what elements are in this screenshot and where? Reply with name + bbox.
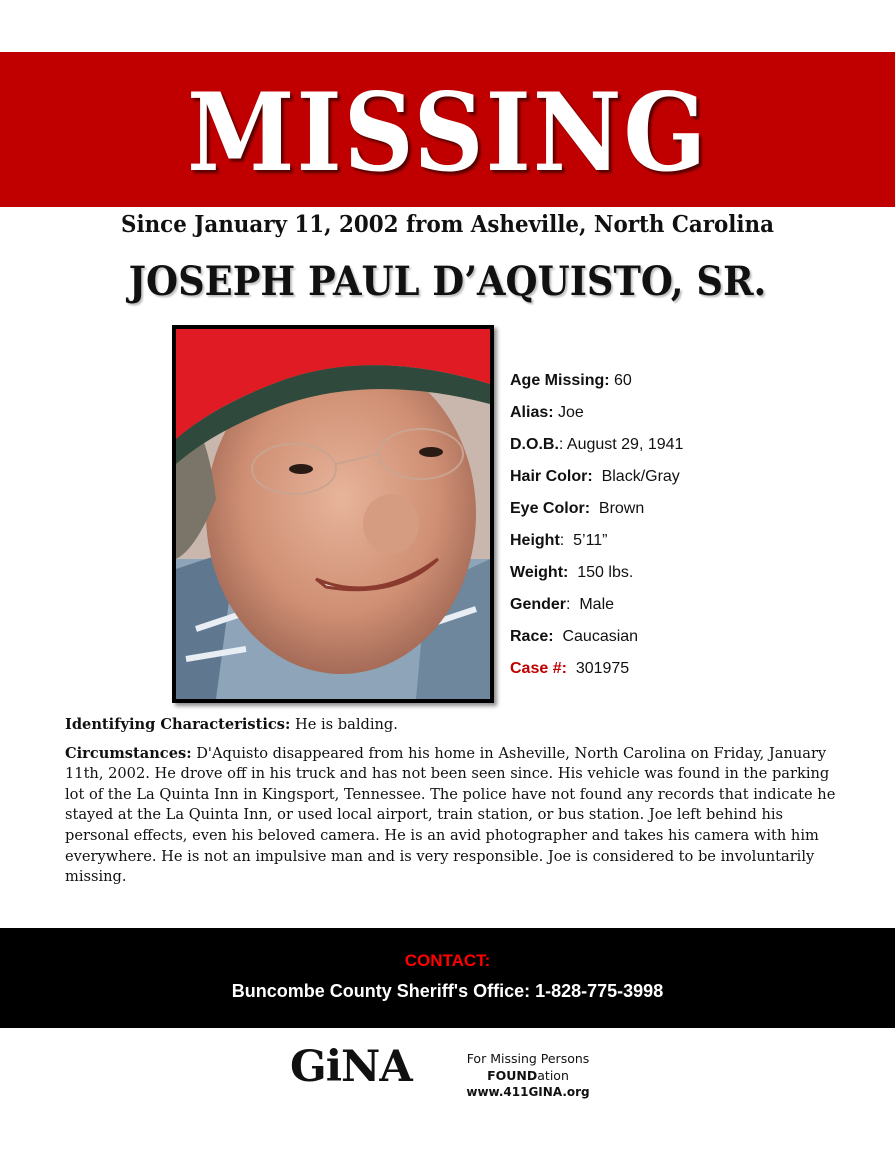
identifying-characteristics <box>65 715 840 736</box>
detail-hair-color <box>510 465 870 497</box>
portrait-image <box>176 329 490 699</box>
detail-age-missing <box>510 369 870 401</box>
detail-label: Height <box>510 532 560 549</box>
person-details <box>510 369 870 689</box>
detail-value: Joe <box>553 404 584 421</box>
detail-label: Alias: <box>510 404 554 421</box>
detail-value: 150 lbs. <box>568 564 634 581</box>
contact-phone-line: Buncombe County Sheriff's Office: 1-828-775-3998 <box>231 981 664 1001</box>
tagline-suffix: ation <box>537 1068 569 1083</box>
detail-label: D.O.B. <box>510 436 559 453</box>
detail-value: 301975 <box>566 660 630 677</box>
detail-value: 60 <box>609 372 632 389</box>
gina-logo-mark: GiNA <box>290 1042 412 1092</box>
tagline-bold: FOUND <box>487 1068 538 1083</box>
detail-label: Hair Color: <box>510 468 593 485</box>
tagline-prefix: For Missing Persons <box>466 1051 590 1066</box>
gina-website-link[interactable]: www.411GINA.org <box>466 1085 590 1099</box>
detail-case-number <box>510 657 870 689</box>
detail-label: Case #: <box>510 660 567 677</box>
detail-value: Brown <box>590 500 645 517</box>
detail-label: Age Missing: <box>510 372 610 389</box>
detail-label: Race: <box>510 628 554 645</box>
detail-race <box>510 625 870 657</box>
banner-title: MISSING <box>186 69 709 196</box>
case-description <box>65 715 840 888</box>
detail-eye-color <box>510 497 870 529</box>
gina-foundation-logo <box>290 1042 630 1099</box>
person-name: JOSEPH PAUL D’AQUISTO, SR. <box>128 258 767 305</box>
detail-weight <box>510 561 870 593</box>
detail-label: Eye Color: <box>510 500 591 517</box>
detail-value: Black/Gray <box>592 468 680 485</box>
contact-bar <box>0 928 895 1028</box>
detail-label: Weight: <box>510 564 569 581</box>
detail-value: : August 29, 1941 <box>558 436 684 453</box>
detail-value: : Male <box>566 596 615 613</box>
detail-dob <box>510 433 870 465</box>
contact-label: CONTACT: <box>404 951 491 970</box>
gina-tagline <box>428 1050 628 1101</box>
detail-height <box>510 529 870 561</box>
detail-value: Caucasian <box>553 628 639 645</box>
person-photo <box>172 325 494 703</box>
circumstances <box>65 744 840 888</box>
detail-gender <box>510 593 870 625</box>
detail-value: : 5’11” <box>559 532 608 549</box>
missing-since-line: Since January 11, 2002 from Asheville, North Carolina <box>121 211 774 238</box>
detail-alias <box>510 401 870 433</box>
circumstances-value: D'Aquisto disappeared from his home in Asheville, North Carolina on Friday, January 11th, 2002. He drove off in his truck and has not been seen since. His vehicle was found in the parking lot of the La Quinta Inn in Kingsport, Tennessee. The police have not found any records that indicate he stayed at the La Quinta Inn, or used local airport, train station, or bus station. Joe left behind his personal effects, even his beloved camera. He is an avid photographer and takes his camera with him everywhere. He is not an impulsive man and is very responsible. Joe is considered to be involuntarily missing. <box>65 744 836 886</box>
circumstances-label: Circumstances: <box>65 744 192 762</box>
identifying-value: He is balding. <box>290 716 398 733</box>
missing-banner <box>0 52 895 207</box>
detail-label: Gender <box>510 596 567 613</box>
identifying-label: Identifying Characteristics: <box>65 716 291 733</box>
